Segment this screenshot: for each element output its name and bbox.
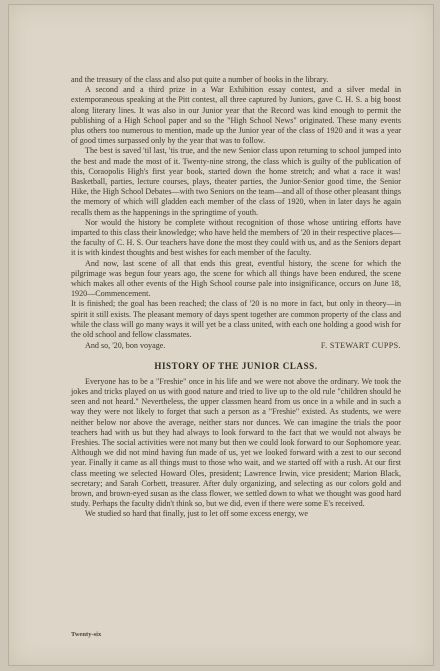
article-paragraph: and the treasury of the class and also put quite a number of books in the library. [71, 75, 329, 84]
page-number-label: Twenty-six [71, 631, 102, 638]
section-heading: HISTORY OF THE JUNIOR CLASS. [154, 361, 318, 372]
page-content [71, 75, 401, 520]
closing-line: And so, '20, bon voyage. [85, 341, 166, 351]
article-paragraph: The best is saved 'til last, 'tis true, and the new Senior class upon returning to school jumped into the best and made the most of it. Twenty-nine strong, the class which is guilty of the publication of this, Coraopolis High's first year book, started down the home stretch; and what a race it was! Basketball, parties, lecture courses, plays, theater parties, the Junior-Senior good time, the Senior Hike, the High School Debates—with two Seniors on the team—and all of those other pleasant things the memory of which will gladden each member of the class of 1920, when in later days he again recalls them as the happenings in the springtime of youth. [71, 146, 401, 217]
article-paragraph: A second and a third prize in a War Exhibition essay contest, and a silver medal in extemporaneous speaking at the Pitt contest, all three captured by Juniors, gave C. H. S. a big boost along literary lines. It was also in our Junior year that the Record was kind enough to permit the publishing of a High School paper and so the "High School News" originated. These many events plus others too numerous to mention, made up the Junior year of the class of 1920 and it was a year of good times surpassed only by the year that was to follow. [71, 85, 401, 146]
article-paragraph: Nor would the history be complete without recognition of those whose untiring efforts have imparted to this class their knowledge; who have held the members of '20 in their respective places—the faculty of C. H. S. Our teachers have done the most they could with us, and as the Seniors depart it is with kindest thoughts and best wishes for each member of the faculty. [71, 217, 401, 258]
yearbook-page [8, 4, 434, 666]
article-paragraph: It is finished; the goal has been reached; the class of '20 is no more in fact, but only in theory—in spirit it still exists. The pleasant memory of days spent together are common property of the class and while the class will go many ways it will yet be a class united, with each one holding a good wish for the old school and fellow classmates. [71, 299, 401, 340]
class-history-article [71, 75, 401, 351]
signature-row [71, 341, 401, 351]
author-signature: F. STEWART CUPPS. [320, 341, 401, 351]
article-paragraph: Everyone has to be a "Freshie" once in his life and we were not above the ordinary. We took the jokes and tricks played on us with good nature and tried to live up to the old rule "children should be seen and not heard." Nevertheless, the upper classmen heard from us once in a while and in such a way they were not likely to forget that such a person as a "Freshie" existed. As students, we were neither below nor above the average, neither stars nor dunces. We can imagine the trials the poor teachers had with us but they had always to look forward to the fact that we would not always be Freshies. The social activities were not many but then we could look forward to our Sophomore year. Although we did not mind having fun made of us, yet we looked forward with a zest to our second year. Finally it came as all things must to those who wait, and we started off with a rush. At our first class meeting we selected Howard Oles, president; Lawrence Irwin, vice president; Marion Black, secretary; and Sarah Corbett, treasurer. After duly organizing, and selecting as our colors gold and brown, and brown-eyed susan as the class flower, we settled down to what we thought was good hard study. Perhaps the faculty didn't think so, but we did, even if there were some E's received. [71, 376, 401, 509]
article-paragraph: And now, last scene of all that ends this great, eventful history, the scene for which the pilgrimage was begun four years ago, the scene for which all things have been endured, the scene which makes all other events of the High School course pale into insignificance, occurs on June 18, 1920—Commencement. [71, 258, 401, 299]
junior-history-article [71, 377, 401, 520]
article-paragraph: We studied so hard that finally, just to let off some excess energy, we [85, 509, 308, 519]
